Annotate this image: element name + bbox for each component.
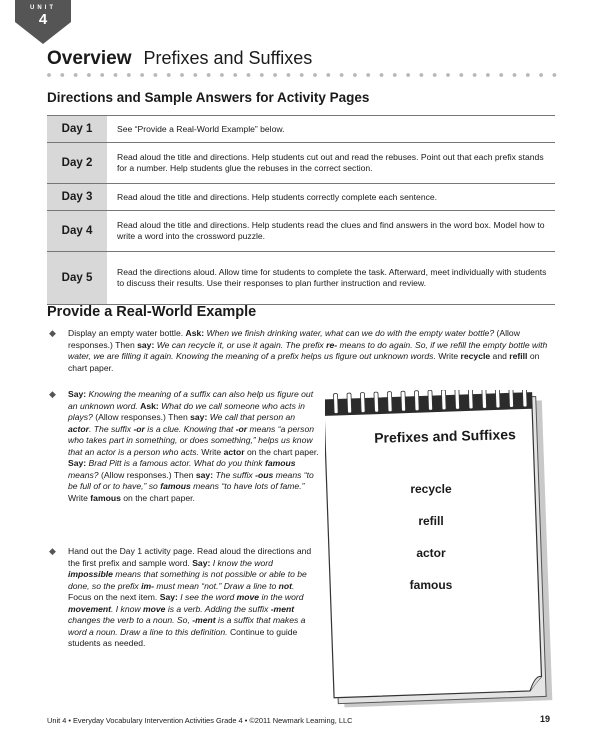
text: Write bbox=[435, 351, 461, 361]
spiral-ring bbox=[522, 390, 527, 407]
pad-title: Prefixes and Suffixes bbox=[374, 426, 516, 446]
text: Write bbox=[68, 492, 91, 503]
say-label: Say: bbox=[68, 458, 87, 468]
divider-dot bbox=[526, 73, 530, 77]
directions-heading: Directions and Sample Answers for Activity Pages bbox=[47, 90, 370, 105]
divider-dot bbox=[539, 73, 543, 77]
say-label: say: bbox=[137, 339, 155, 350]
divider-dot bbox=[486, 73, 490, 77]
divider-dot bbox=[273, 73, 277, 77]
say-text: means “to be full of or to have,” so bbox=[68, 469, 314, 491]
text: Write bbox=[198, 446, 224, 457]
word-term: movement bbox=[68, 603, 111, 614]
divider-dot bbox=[154, 73, 158, 77]
suffix-term: -or bbox=[133, 423, 145, 434]
diamond-bullet-icon: ◆ bbox=[49, 546, 56, 556]
divider-dot bbox=[47, 73, 51, 77]
pad-word: refill bbox=[418, 514, 444, 528]
say-text: . The suffix bbox=[89, 423, 134, 434]
pad-word: actor bbox=[416, 546, 446, 560]
title-sub: Prefixes and Suffixes bbox=[143, 48, 313, 68]
suffix-term: -or bbox=[235, 423, 248, 434]
divider-dot bbox=[553, 73, 557, 77]
divider-dot bbox=[247, 73, 251, 77]
divider-dot bbox=[167, 73, 171, 77]
word-term: actor bbox=[68, 423, 90, 434]
spiral-ring bbox=[441, 390, 446, 410]
spiral-ring bbox=[468, 390, 473, 409]
divider-dot bbox=[140, 73, 144, 77]
text: on the chart paper. bbox=[120, 492, 195, 503]
spiral-ring bbox=[428, 390, 433, 410]
word-term: move bbox=[142, 603, 166, 614]
spiral-ring bbox=[333, 393, 338, 413]
divider-dot bbox=[433, 73, 437, 77]
divider-dot bbox=[393, 73, 397, 77]
say-label: Say: bbox=[159, 592, 178, 602]
day-label: Day 1 bbox=[47, 116, 107, 143]
text: (Allow responses.) Then bbox=[68, 328, 520, 350]
table-row bbox=[47, 252, 555, 305]
table-row bbox=[47, 143, 555, 184]
word-term: actor bbox=[223, 446, 245, 457]
divider-dot bbox=[233, 73, 237, 77]
suffix-term: -ous bbox=[255, 469, 274, 480]
say-text: means to do again. So, if we refill the empty bottle with water, we are filling it again. Knowing the meaning of a prefix helps us figure out unknown words. bbox=[68, 339, 548, 361]
divider-dot bbox=[446, 73, 450, 77]
text: Display an empty water bottle. bbox=[68, 328, 186, 338]
divider-dot bbox=[473, 73, 477, 77]
divider-dot bbox=[366, 73, 370, 77]
say-text: The suffix bbox=[213, 469, 256, 480]
suffix-term: -ment bbox=[192, 615, 216, 625]
page-number: 19 bbox=[540, 714, 551, 724]
pad-word: recycle bbox=[410, 482, 452, 496]
diamond-bullet-icon: ◆ bbox=[49, 389, 56, 399]
table-row bbox=[47, 116, 555, 143]
day-description: Read the directions aloud. Allow time for students to complete the task. Afterward, meet individually with students to discuss their results. Use their responses to plan further instruction and review. bbox=[107, 252, 555, 305]
day-label: Day 4 bbox=[47, 211, 107, 252]
say-text: is a suffix that makes a word a noun. Draw a line to this definition. bbox=[68, 615, 306, 637]
suffix-term: -ment bbox=[270, 603, 295, 614]
ask-label: Ask: bbox=[140, 400, 159, 411]
divider-dot bbox=[313, 73, 317, 77]
text: Focus on the next item. bbox=[68, 592, 160, 602]
say-label: Say: bbox=[68, 389, 87, 399]
divider-dot bbox=[207, 73, 211, 77]
say-text: We call that person an bbox=[207, 412, 296, 422]
divider-dot bbox=[60, 73, 64, 77]
say-text: means “a person who takes part in something, or does something,” helps us know that an actor is a person who acts. bbox=[68, 423, 315, 457]
text: on chart paper. bbox=[68, 351, 540, 373]
day-description: Read aloud the title and directions. Help students correctly complete each sentence. bbox=[107, 184, 555, 211]
word-term: not bbox=[278, 580, 293, 591]
bullet-day1-activity bbox=[49, 546, 320, 650]
divider-dot bbox=[74, 73, 78, 77]
day-label: Day 3 bbox=[47, 184, 107, 211]
day-description: Read aloud the title and directions. Help students cut out and read the rebuses. Point out that each prefix stands for a number. Help students glue the rebuses in the correct section. bbox=[107, 143, 555, 184]
say-text: Brad Pitt is a famous actor. What do you think bbox=[86, 458, 265, 468]
real-world-heading: Provide a Real-World Example bbox=[47, 304, 257, 320]
word-term: famous bbox=[90, 492, 121, 503]
say-text: Knowing the meaning of a suffix can also help us figure out an unknown word. bbox=[68, 389, 314, 411]
divider-dot bbox=[380, 73, 384, 77]
divider-dot bbox=[300, 73, 304, 77]
title-main: Overview bbox=[47, 48, 132, 69]
divider-dot bbox=[406, 73, 410, 77]
word-term: move bbox=[236, 592, 260, 602]
text: (Allow responses.) Then bbox=[92, 412, 191, 422]
spiral-ring bbox=[347, 393, 352, 413]
spiral-ring bbox=[509, 390, 514, 407]
say-label: Say: bbox=[192, 557, 211, 568]
word-term: recycle bbox=[460, 351, 491, 361]
spiral-ring bbox=[414, 391, 419, 411]
divider-dot bbox=[127, 73, 131, 77]
text: Hand out the Day 1 activity page. Read aloud the directions and the first prefix and sample word. bbox=[68, 546, 312, 568]
say-text: must mean “not.” Draw a line to bbox=[153, 580, 279, 591]
say-text: is a clue. Knowing that bbox=[144, 423, 236, 434]
say-text: means that something is not possible or able to be done, so the prefix bbox=[68, 569, 307, 591]
spiral-ring bbox=[495, 390, 500, 408]
prefix-term: re- bbox=[326, 339, 338, 350]
spiral-ring bbox=[387, 392, 392, 412]
say-text: changes the verb to a noun. So, bbox=[68, 615, 193, 625]
page-title bbox=[47, 48, 312, 70]
say-text: is a verb. Adding the suffix bbox=[165, 603, 271, 614]
divider-dot bbox=[420, 73, 424, 77]
text: Continue to guide students as needed. bbox=[68, 626, 298, 648]
divider-dot bbox=[87, 73, 91, 77]
spiral-ring bbox=[401, 391, 406, 411]
unit-label: UNIT bbox=[30, 5, 56, 11]
say-text: . I know bbox=[110, 603, 143, 614]
divider-dot bbox=[353, 73, 357, 77]
say-text: I know the word bbox=[210, 557, 273, 568]
divider-dot bbox=[513, 73, 517, 77]
day-label: Day 5 bbox=[47, 252, 107, 305]
say-text: . bbox=[292, 580, 295, 591]
ask-text: When we finish drinking water, what can we do with the empty water bottle? bbox=[204, 328, 495, 338]
table-row bbox=[47, 211, 555, 252]
divider-dot bbox=[340, 73, 344, 77]
divider-dot bbox=[459, 73, 463, 77]
prefix-term: im- bbox=[141, 580, 154, 591]
spiral-ring bbox=[482, 390, 487, 408]
say-label: say: bbox=[190, 412, 208, 422]
divider-dot bbox=[180, 73, 184, 77]
ask-text: What do we call someone who acts in plays? bbox=[68, 400, 305, 422]
diamond-bullet-icon: ◆ bbox=[49, 328, 56, 338]
unit-number: 4 bbox=[38, 11, 48, 28]
divider-dot bbox=[326, 73, 330, 77]
text: and bbox=[490, 351, 510, 361]
text: on the chart paper. bbox=[244, 446, 319, 457]
word-term: refill bbox=[509, 351, 528, 361]
divider-dot bbox=[287, 73, 291, 77]
dotted-divider bbox=[47, 73, 557, 77]
word-term: famous bbox=[160, 481, 191, 491]
say-text: means? bbox=[68, 469, 99, 480]
say-text: We can recycle it, or use it again. The prefix bbox=[154, 339, 327, 350]
spiral-ring bbox=[360, 393, 365, 413]
bullet-water-bottle bbox=[49, 328, 553, 374]
divider-dot bbox=[193, 73, 197, 77]
divider-dot bbox=[100, 73, 104, 77]
divider-dot bbox=[499, 73, 503, 77]
day-label: Day 2 bbox=[47, 143, 107, 184]
spiral-ring bbox=[374, 392, 379, 412]
divider-dot bbox=[260, 73, 264, 77]
word-term: impossible bbox=[68, 569, 113, 579]
divider-dot bbox=[220, 73, 224, 77]
ask-label: Ask: bbox=[185, 328, 205, 338]
say-text: means “to have lots of fame.” bbox=[190, 481, 305, 491]
divider-dot bbox=[114, 73, 118, 77]
bullet-actor-famous bbox=[49, 389, 320, 504]
say-text: I see the word bbox=[177, 592, 237, 602]
table-row bbox=[47, 184, 555, 211]
pad-word: famous bbox=[409, 578, 453, 592]
day-description: See “Provide a Real-World Example” below. bbox=[107, 116, 555, 143]
footer-text: Unit 4 • Everyday Vocabulary Intervention Activities Grade 4 • ©2011 Newmark Learning, LLC bbox=[47, 716, 353, 725]
days-table bbox=[47, 115, 555, 305]
word-term: famous bbox=[264, 458, 296, 468]
say-label: say: bbox=[195, 469, 214, 480]
day-description: Read aloud the title and directions. Help students read the clues and find answers in the word box. Model how to write a word into the crossword puzzle. bbox=[107, 211, 555, 252]
text: (Allow responses.) Then bbox=[98, 469, 196, 480]
say-text: in the word bbox=[259, 592, 304, 602]
unit-tab bbox=[15, 0, 71, 44]
spiral-ring bbox=[455, 390, 460, 409]
